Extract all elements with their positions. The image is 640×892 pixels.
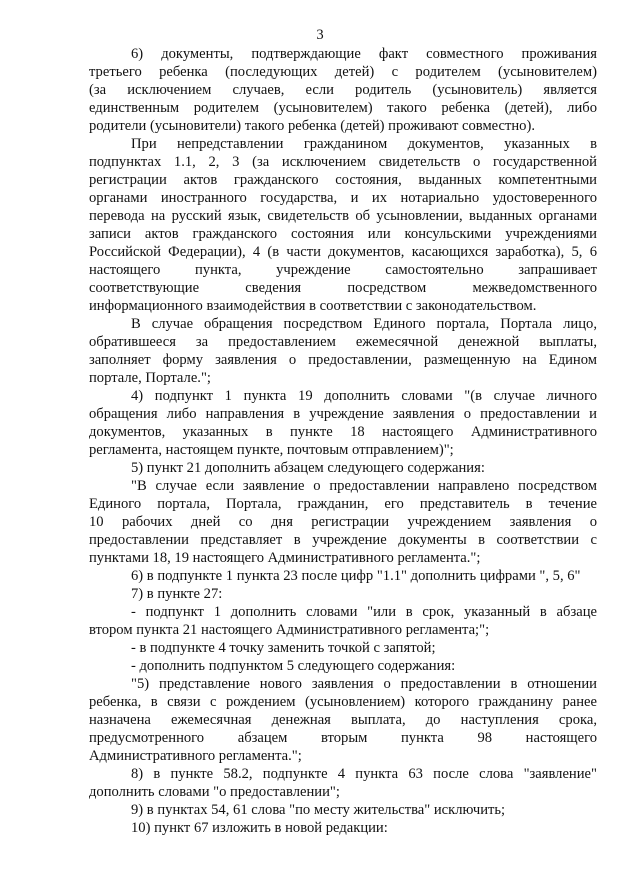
text-line: ребенка, в связи с рождением (усыновлением) которого гражданину ранее [89, 694, 597, 710]
text-line: 4) подпункт 1 пункта 19 дополнить словами "(в случае личного [131, 388, 597, 404]
text-line: В случае обращения посредством Единого портала, Портала лицо, [131, 316, 597, 332]
text-line: (за исключением случаев, если родитель (усыновитель) является [89, 82, 597, 98]
text-line: дополнить словами "о предоставлении"; [89, 784, 340, 800]
text-line: Российской Федерации), 4 (в части документов, касающихся заработка), 5, 6 [89, 244, 597, 260]
text-line: 9) в пунктах 54, 61 слова "по месту жительства" исключить; [131, 802, 506, 818]
text-line: втором пункта 21 настоящего Административного регламента;"; [89, 622, 490, 638]
text-line: 6) в подпункте 1 пункта 23 после цифр "1.1" дополнить цифрами ", 5, 6" [131, 568, 581, 584]
text-line: заполняет форму заявления о предоставлении, размещенную на Едином [89, 352, 597, 368]
text-line: 6) документы, подтверждающие факт совместного проживания [131, 46, 597, 62]
text-line: 7) в пункте 27: [131, 586, 223, 602]
text-line: - подпункт 1 дополнить словами "или в срок, указанный в абзаце [131, 604, 597, 620]
text-line: "5) представление нового заявления о предоставлении в отношении [131, 676, 597, 692]
text-line: При непредставлении гражданином документов, указанных в [131, 136, 597, 152]
text-line: перевода на русский язык, свидетельств об усыновлении, выданных органами [89, 208, 597, 224]
text-line: "В случае если заявление о предоставлении направлено посредством [131, 478, 597, 494]
text-line: единственным родителем (усыновителем) такого ребенка (детей), либо [89, 100, 597, 116]
text-line: информационного взаимодействия в соответствии с законодательством. [89, 298, 537, 314]
text-line: Административного регламента."; [89, 748, 302, 764]
text-line: обратившееся за предоставлением ежемесячной денежной выплаты, [89, 334, 597, 350]
text-line: регламента, настоящем пункте, почтовым отправлением)"; [89, 442, 454, 458]
document-body [89, 45, 597, 837]
text-line: 10 рабочих дней со дня регистрации учреждением заявления о [89, 514, 597, 530]
text-line: третьего ребенка (последующих детей) с родителем (усыновителем) [89, 64, 597, 80]
text-line: - в подпункте 4 точку заменить точкой с запятой; [131, 640, 436, 656]
text-line: регистрации актов гражданского состояния, выданных компетентными [89, 172, 597, 188]
text-line: обращения либо направления в учреждение заявления о предоставлении и [89, 406, 597, 422]
text-line: портале, Портале."; [89, 370, 211, 386]
text-line: предусмотренного абзацем вторым пункта 98 настоящего [89, 730, 597, 746]
text-line: назначена ежемесячная денежная выплата, до наступления срока, [89, 712, 597, 728]
text-line: 10) пункт 67 изложить в новой редакции: [131, 820, 388, 836]
text-line: настоящего пункта, учреждение самостоятельно запрашивает [89, 262, 597, 278]
text-line: предоставлении представляет в учреждение документы в соответствии с [89, 532, 597, 548]
text-line: соответствующие сведения посредством межведомственного [89, 280, 597, 296]
page-number: 3 [316, 27, 324, 43]
text-line: подпунктах 1.1, 2, 3 (за исключением свидетельств о государственной [89, 154, 597, 170]
text-line: пунктами 18, 19 настоящего Административного регламента."; [89, 550, 481, 566]
text-line: документов, указанных в пункте 18 настоящего Административного [89, 424, 597, 440]
text-line: 8) в пункте 58.2, подпункте 4 пункта 63 после слова "заявление" [131, 766, 597, 782]
text-line: 5) пункт 21 дополнить абзацем следующего содержания: [131, 460, 485, 476]
text-line: записи актов гражданского состояния или консульскими учреждениями [89, 226, 597, 242]
text-line: - дополнить подпунктом 5 следующего содержания: [131, 658, 456, 674]
text-line: Единого портала, Портала, гражданин, его представитель в течение [89, 496, 597, 512]
text-line: органами иностранного государства, и их нотариально удостоверенного [89, 190, 597, 206]
text-line: родители (усыновители) такого ребенка (детей) проживают совместно). [89, 118, 535, 134]
